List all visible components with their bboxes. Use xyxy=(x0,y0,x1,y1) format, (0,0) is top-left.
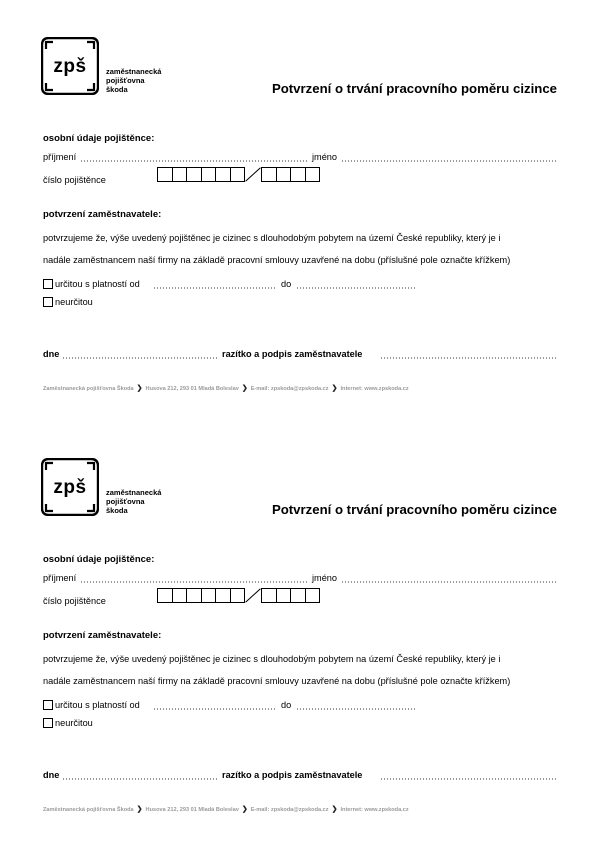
to-label: do xyxy=(281,279,292,289)
footer-company: Zaměstnanecká pojišťovna Škoda xyxy=(43,386,134,392)
digit-box[interactable] xyxy=(157,588,172,603)
date-label: dne xyxy=(43,349,60,359)
digit-box[interactable] xyxy=(230,588,246,603)
logo-mark: zpš xyxy=(53,477,87,498)
employer-heading: potvrzení zaměstnavatele: xyxy=(43,209,162,220)
digit-box[interactable] xyxy=(290,167,305,182)
logo-text xyxy=(106,67,161,94)
footer-email: E-mail: zpskoda@zpskoda.cz xyxy=(250,386,329,392)
chevron-right-icon: ❯ xyxy=(136,385,143,392)
date-field[interactable] xyxy=(62,778,218,780)
chevron-right-icon: ❯ xyxy=(241,806,248,813)
indefinite-label: neurčitou xyxy=(55,297,93,307)
digit-box[interactable] xyxy=(230,167,246,182)
surname-field[interactable] xyxy=(80,160,308,162)
zps-logo xyxy=(41,458,99,516)
indefinite-checkbox[interactable] xyxy=(43,297,53,307)
footer xyxy=(43,384,409,392)
confirmation-form xyxy=(0,0,600,420)
logo-line: škoda xyxy=(106,85,128,94)
footer-address: Husova 212, 293 01 Mladá Boleslav xyxy=(145,386,239,392)
logo-line: škoda xyxy=(106,506,128,515)
slash-separator xyxy=(245,167,261,182)
logo-line: zaměstnanecká xyxy=(106,488,162,497)
indefinite-label: neurčitou xyxy=(55,718,93,728)
surname-field[interactable] xyxy=(80,581,308,583)
footer-email: E-mail: zpskoda@zpskoda.cz xyxy=(250,807,329,813)
firstname-field[interactable] xyxy=(341,160,557,162)
valid-to-field[interactable] xyxy=(296,708,416,710)
logo-text xyxy=(106,488,161,515)
digit-box[interactable] xyxy=(157,167,172,182)
surname-label: příjmení xyxy=(43,152,77,162)
employer-heading: potvrzení zaměstnavatele: xyxy=(43,630,162,641)
logo-line: zaměstnanecká xyxy=(106,67,162,76)
digit-box[interactable] xyxy=(186,167,201,182)
stamp-signature-field[interactable] xyxy=(380,778,557,780)
chevron-right-icon: ❯ xyxy=(136,806,143,813)
digit-box[interactable] xyxy=(305,588,321,603)
digit-box[interactable] xyxy=(276,588,291,603)
valid-from-field[interactable] xyxy=(153,287,277,289)
fixed-term-label: určitou s platností od xyxy=(55,700,140,710)
stamp-signature-field[interactable] xyxy=(380,357,557,359)
insured-heading: osobní údaje pojištěnce: xyxy=(43,133,155,144)
firstname-field[interactable] xyxy=(341,581,557,583)
footer-web: Internet: www.zpskoda.cz xyxy=(340,807,409,813)
footer xyxy=(43,805,409,813)
insurance-number-label: číslo pojištěnce xyxy=(43,175,106,185)
firstname-label: jméno xyxy=(312,573,338,583)
logo-line: pojišťovna xyxy=(106,76,145,85)
form-title: Potvrzení o trvání pracovního poměru cizince xyxy=(271,81,557,96)
digit-box[interactable] xyxy=(261,167,276,182)
chevron-right-icon: ❯ xyxy=(241,385,248,392)
chevron-right-icon: ❯ xyxy=(331,806,338,813)
digit-box[interactable] xyxy=(305,167,321,182)
digit-box[interactable] xyxy=(201,588,216,603)
footer-web: Internet: www.zpskoda.cz xyxy=(340,386,409,392)
fixed-term-checkbox[interactable] xyxy=(43,700,53,710)
date-field[interactable] xyxy=(62,357,218,359)
date-label: dne xyxy=(43,770,60,780)
digit-box[interactable] xyxy=(276,167,291,182)
insurance-number-field[interactable] xyxy=(157,167,320,182)
insurance-number-label: číslo pojištěnce xyxy=(43,596,106,606)
stamp-signature-label: razítko a podpis zaměstnavatele xyxy=(222,349,363,359)
logo-mark: zpš xyxy=(53,56,87,77)
surname-label: příjmení xyxy=(43,573,77,583)
digit-box[interactable] xyxy=(201,167,216,182)
insured-heading: osobní údaje pojištěnce: xyxy=(43,554,155,565)
fixed-term-label: určitou s platností od xyxy=(55,279,140,289)
insurance-number-field[interactable] xyxy=(157,588,320,603)
valid-to-field[interactable] xyxy=(296,287,416,289)
footer-address: Husova 212, 293 01 Mladá Boleslav xyxy=(145,807,239,813)
footer-company: Zaměstnanecká pojišťovna Škoda xyxy=(43,807,134,813)
zps-logo xyxy=(41,37,99,95)
confirmation-text-line: potvrzujeme že, výše uvedený pojištěnec je cizinec s dlouhodobým pobytem na území České republiky, který je i xyxy=(43,233,501,243)
fixed-term-checkbox[interactable] xyxy=(43,279,53,289)
chevron-right-icon: ❯ xyxy=(331,385,338,392)
confirmation-text-line: nadále zaměstnancem naší firmy na základě pracovní smlouvy uzavřené na dobu (příslušné pole označte křížkem) xyxy=(43,255,511,265)
digit-box[interactable] xyxy=(290,588,305,603)
digit-box[interactable] xyxy=(215,167,230,182)
form-title: Potvrzení o trvání pracovního poměru cizince xyxy=(271,502,557,517)
confirmation-text-line: potvrzujeme že, výše uvedený pojištěnec je cizinec s dlouhodobým pobytem na území České republiky, který je i xyxy=(43,654,501,664)
digit-box[interactable] xyxy=(172,588,187,603)
to-label: do xyxy=(281,700,292,710)
confirmation-text-line: nadále zaměstnancem naší firmy na základě pracovní smlouvy uzavřené na dobu (příslušné pole označte křížkem) xyxy=(43,676,511,686)
logo-line: pojišťovna xyxy=(106,497,145,506)
indefinite-checkbox[interactable] xyxy=(43,718,53,728)
digit-box[interactable] xyxy=(215,588,230,603)
valid-from-field[interactable] xyxy=(153,708,277,710)
slash-separator xyxy=(245,588,261,603)
digit-box[interactable] xyxy=(186,588,201,603)
digit-box[interactable] xyxy=(172,167,187,182)
stamp-signature-label: razítko a podpis zaměstnavatele xyxy=(222,770,363,780)
confirmation-form xyxy=(0,421,600,841)
firstname-label: jméno xyxy=(312,152,338,162)
digit-box[interactable] xyxy=(261,588,276,603)
